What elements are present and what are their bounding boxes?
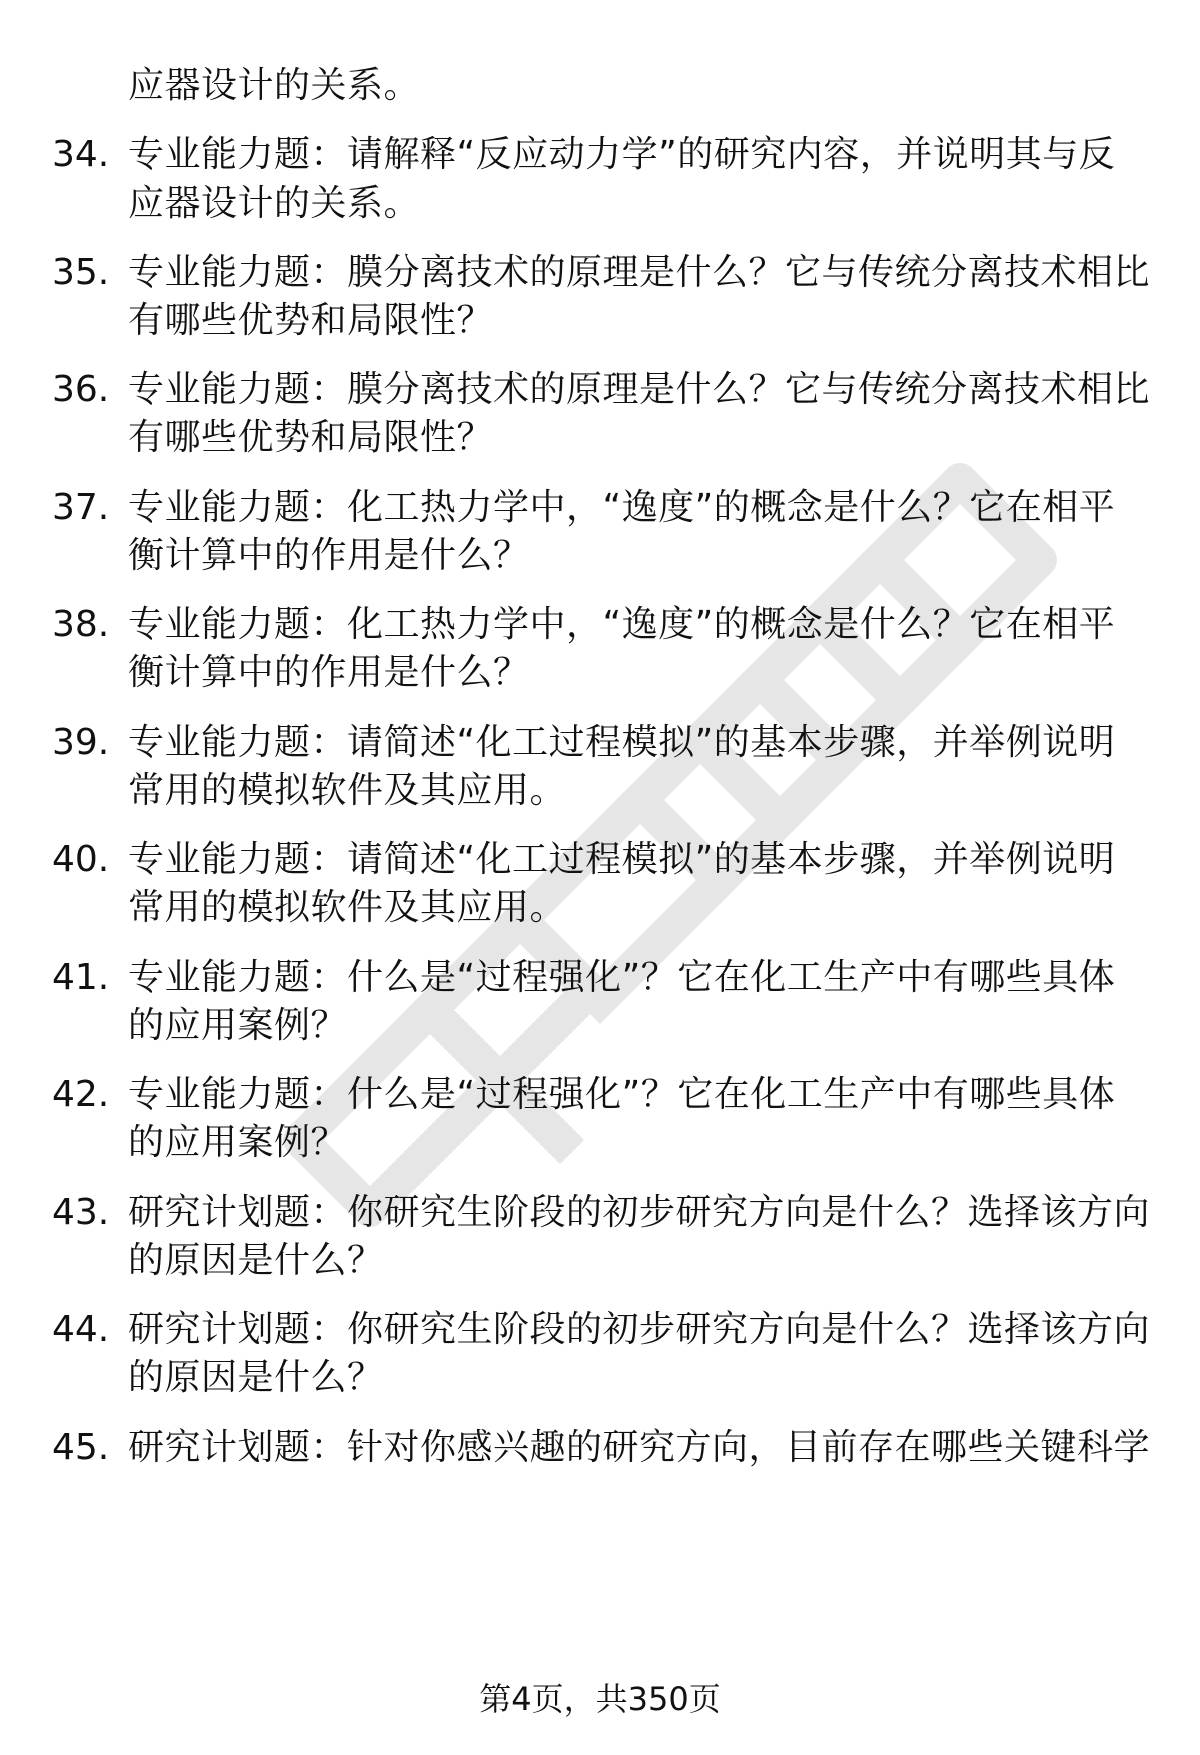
question-text-line: 常用的模拟软件及其应用。	[128, 887, 567, 928]
question-text-line: 衡计算中的作用是什么？	[128, 535, 530, 576]
question-text-line: 专业能力题：膜分离技术的原理是什么？它与传统分离技术相比	[128, 369, 1151, 410]
question-number: 41.	[52, 957, 110, 998]
question-text-line: 常用的模拟软件及其应用。	[128, 770, 567, 811]
question-text-line: 的原因是什么？	[128, 1357, 384, 1398]
question-text-line: 专业能力题：请简述“化工过程模拟”的基本步骤，并举例说明	[128, 839, 1116, 880]
question-number: 34.	[52, 134, 110, 175]
question-text-line: 专业能力题：膜分离技术的原理是什么？它与传统分离技术相比	[128, 252, 1151, 293]
question-text-line: 专业能力题：请解释“反应动力学”的研究内容，并说明其与反	[128, 134, 1116, 175]
question-number: 40.	[52, 839, 110, 880]
question-number: 42.	[52, 1074, 110, 1115]
question-number: 43.	[52, 1192, 110, 1233]
page-indicator: 第4页，共350页	[479, 1680, 721, 1718]
question-text-line: 的原因是什么？	[128, 1240, 384, 1281]
question-text-line: 的应用案例？	[128, 1122, 348, 1163]
question-text-line: 专业能力题：什么是“过程强化”？它在化工生产中有哪些具体	[128, 1074, 1116, 1115]
question-text-line: 研究计划题：你研究生阶段的初步研究方向是什么？选择该方向	[128, 1192, 1151, 1233]
question-text-line: 专业能力题：请简述“化工过程模拟”的基本步骤，并举例说明	[128, 722, 1116, 763]
question-number: 36.	[52, 369, 110, 410]
question-text-line: 有哪些优势和局限性？	[128, 300, 494, 341]
question-number: 35.	[52, 252, 110, 293]
question-text-line: 研究计划题：针对你感兴趣的研究方向，目前存在哪些关键科学	[128, 1427, 1151, 1468]
carryover-line: 应器设计的关系。	[128, 65, 421, 106]
question-number: 45.	[52, 1427, 110, 1468]
question-text-line: 专业能力题：什么是“过程强化”？它在化工生产中有哪些具体	[128, 957, 1116, 998]
question-text-line: 专业能力题：化工热力学中，“逸度”的概念是什么？它在相平	[128, 604, 1116, 645]
question-number: 37.	[52, 487, 110, 528]
question-text-line: 应器设计的关系。	[128, 183, 421, 224]
question-number: 39.	[52, 722, 110, 763]
question-text-line: 研究计划题：你研究生阶段的初步研究方向是什么？选择该方向	[128, 1309, 1151, 1350]
question-number: 44.	[52, 1309, 110, 1350]
question-text-line: 有哪些优势和局限性？	[128, 417, 494, 458]
question-text-line: 专业能力题：化工热力学中，“逸度”的概念是什么？它在相平	[128, 487, 1116, 528]
question-number: 38.	[52, 604, 110, 645]
question-text-line: 的应用案例？	[128, 1005, 348, 1046]
question-text-line: 衡计算中的作用是什么？	[128, 652, 530, 693]
